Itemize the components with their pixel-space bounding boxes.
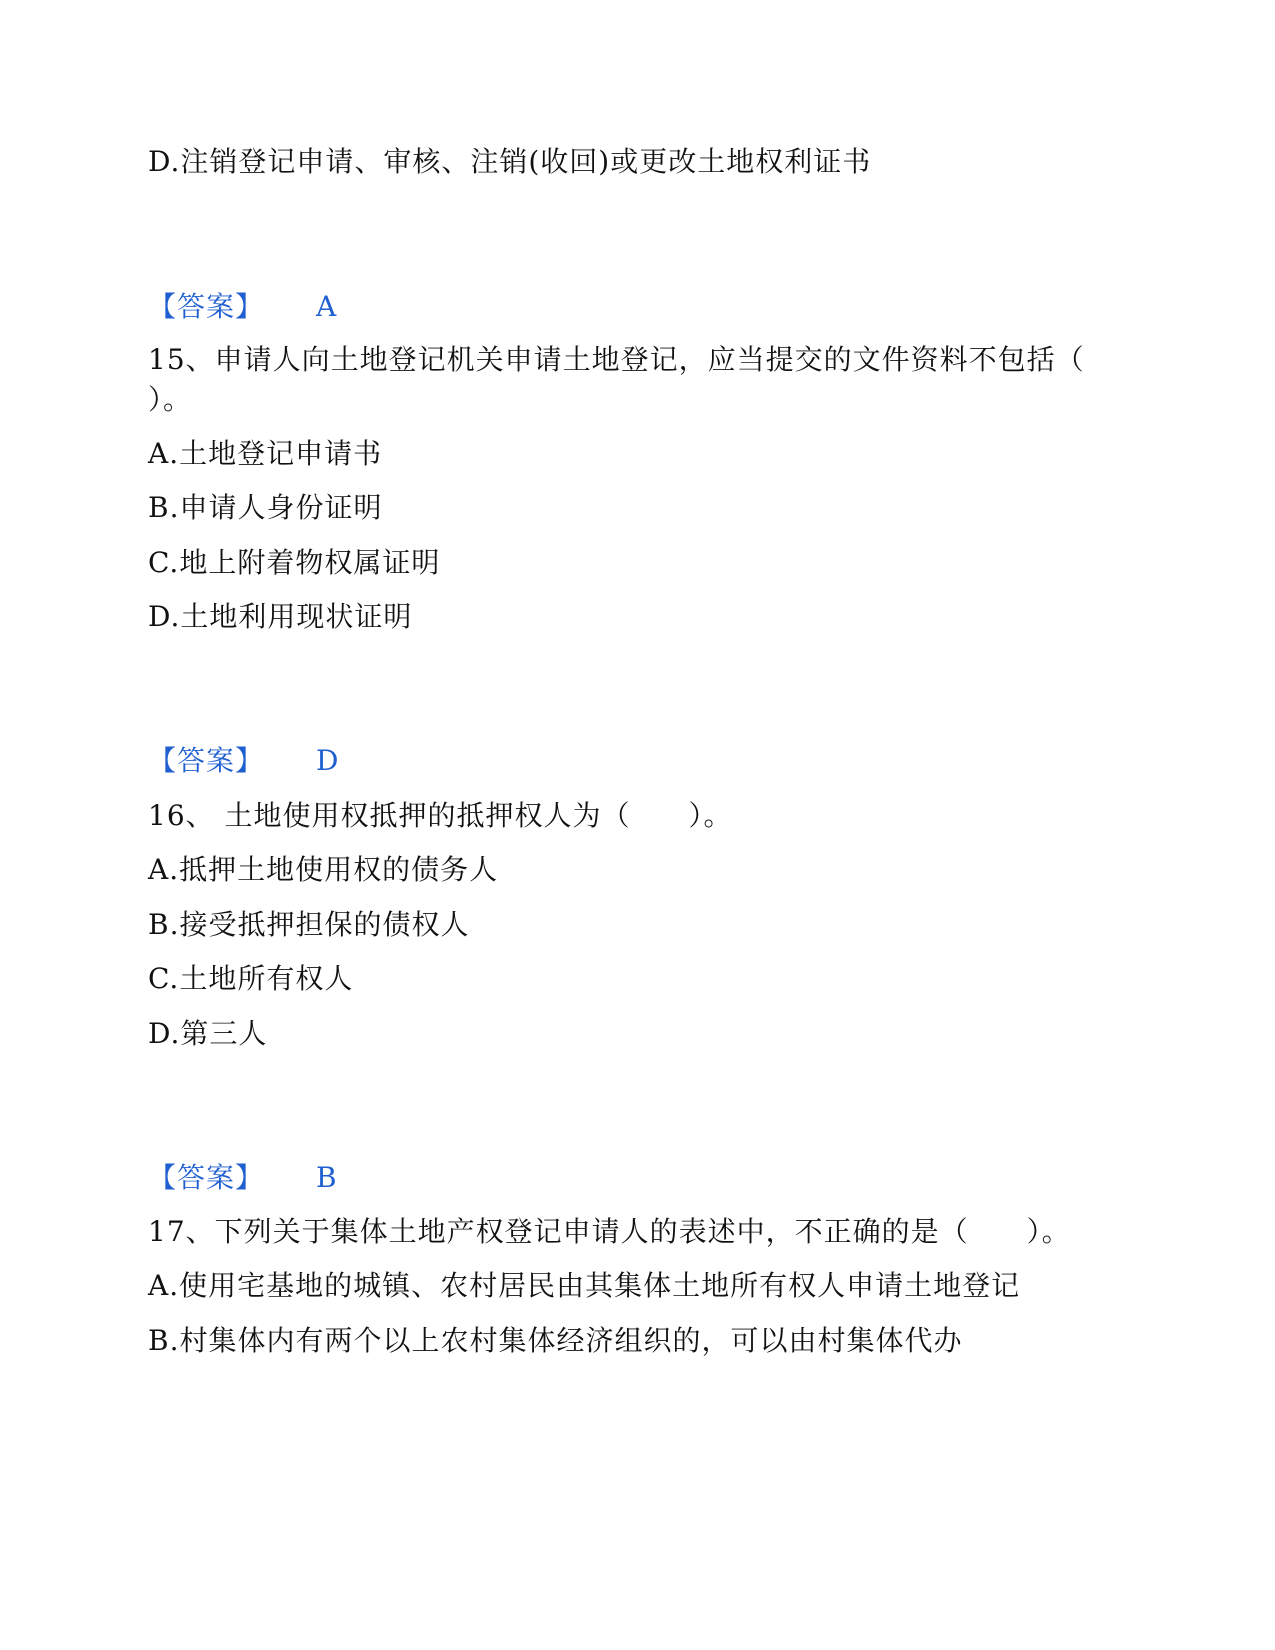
q15-answer-tag: 【答案】 (148, 744, 265, 777)
q16-answer-row (148, 1161, 337, 1195)
q17-stem: 17、下列关于集体土地产权登记申请人的表述中，不正确的是（ ）。 (148, 1215, 1071, 1248)
q15-stem-line2: ）。 (148, 383, 193, 416)
q16-option-d: D.第三人 (148, 1017, 268, 1050)
q15-option-b: B.申请人身份证明 (148, 491, 383, 524)
q17-option-b: B.村集体内有两个以上农村集体经济组织的，可以由村集体代办 (148, 1324, 963, 1357)
q15-option-a: A.土地登记申请书 (148, 437, 383, 470)
q14-answer-value: A (316, 290, 337, 323)
q14-answer-tag: 【答案】 (148, 290, 265, 323)
q14-option-d: D.注销登记申请、审核、注销(收回)或更改土地权利证书 (148, 145, 872, 178)
q15-answer-row (148, 744, 338, 778)
q14-answer-row (148, 290, 336, 324)
q16-option-b: B.接受抵押担保的债权人 (148, 908, 470, 941)
q15-answer-value: D (316, 744, 339, 777)
q16-option-c: C.土地所有权人 (148, 962, 354, 995)
q16-stem: 16、 土地使用权抵押的抵押权人为（ ）。 (148, 799, 733, 832)
q15-option-d: D.土地利用现状证明 (148, 600, 413, 633)
q17-option-a: A.使用宅基地的城镇、农村居民由其集体土地所有权人申请土地登记 (148, 1269, 1021, 1302)
q16-option-a: A.抵押土地使用权的债务人 (148, 853, 499, 886)
q15-option-c: C.地上附着物权属证明 (148, 546, 441, 579)
q15-stem-line1: 15、申请人向土地登记机关申请土地登记，应当提交的文件资料不包括（ (148, 343, 1085, 376)
q16-answer-tag: 【答案】 (148, 1161, 265, 1194)
q16-answer-value: B (316, 1161, 337, 1194)
